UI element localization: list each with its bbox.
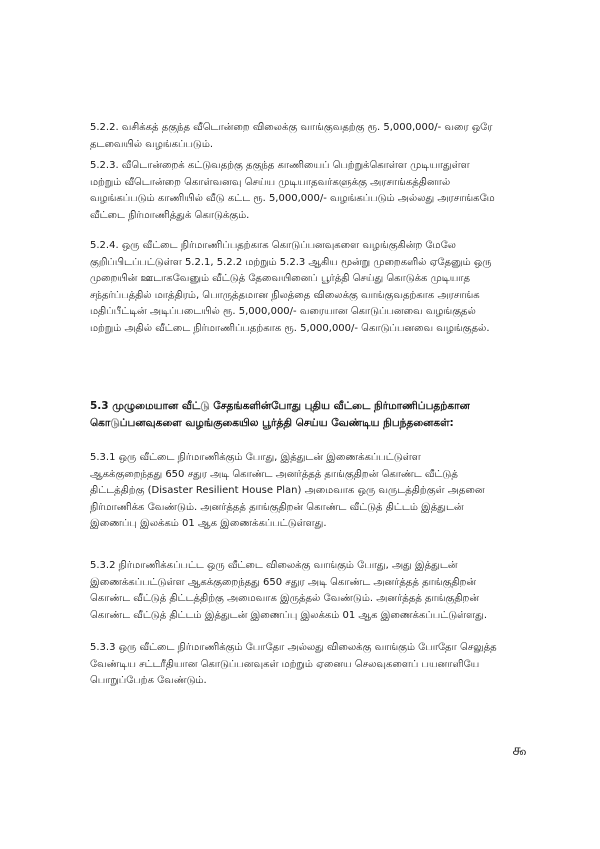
text-line: நிர்மாணிக்க வேண்டும். அனர்த்தத் தாங்குதிறன் கொண்ட வீட்டுத் திட்டம் இத்துடன் (90, 501, 464, 513)
text-line: கொண்ட வீட்டுத் திட்டத்திற்கு அமைவாக இருத்தல் வேண்டும். அனர்த்தத் தாங்குதிறன் (90, 593, 480, 604)
text-line: வீட்டை நிர்மாணித்துக் கொடுக்கும். (90, 209, 250, 221)
text-line: 5.2.2. வசிக்கத் தகுந்த வீடொன்றை விலைக்கு வாங்குவதற்கு ரூ. 5,000,000/- வரை ஒரே (90, 122, 493, 133)
text-line: 5.3.2 நிர்மாணிக்கப்பட்ட ஒரு வீட்டை விலைக்கு வாங்கும் போது, அது இத்துடன் (90, 560, 458, 571)
paragraph-5-3-3 (90, 640, 560, 690)
text-line: 5.3.1 ஒரு வீட்டை நிர்மாணிக்கும் போது, இத்துடன் இணைக்கப்பட்டுள்ள (90, 452, 421, 463)
text-line: ஆகக்குறைந்தது 650 சதுர அடி கொண்ட அனர்த்தத் தாங்குதிறன் கொண்ட வீட்டுத் (90, 468, 458, 480)
paragraph-5-2-3 (90, 158, 560, 224)
text-line: 5.3.3 ஒரு வீட்டை நிர்மாணிக்கும் போதோ அல்லது விலைக்கு வாங்கும் போதோ செலுத்த (90, 642, 497, 653)
heading-line: கொடுப்பனவுகளை வழங்குகையில பூர்த்தி செய்ய வேண்டிய நிபந்தனைகள்: (90, 416, 454, 429)
text-line: இணைக்கப்பட்டுள்ள ஆகக்குறைந்தது 650 சதுர அடி கொண்ட அனர்த்தத் தாங்குதிறன் (90, 576, 477, 588)
text-line: தடவையில் வழங்கப்படும். (90, 138, 214, 150)
text-line: 5.2.3. வீடொன்றைக் கட்டுவதற்கு தகுந்த காணியைப் பெற்றுக்கொள்ள முடியாதுள்ள (90, 160, 470, 171)
section-heading-5-3 (90, 398, 560, 431)
paragraph-5-3-1 (90, 450, 560, 533)
text-line: திட்டத்திற்கு (Disaster Resilient House Plan) அமைவாக ஒரு வருடத்திற்குள் அதனை (90, 485, 485, 496)
text-line: மற்றும் வீடொன்றை கொள்வனவு செய்ய முடியாதவர்களுக்கு அரசாங்கத்தினால் (90, 176, 451, 188)
paragraph-5-2-2 (90, 120, 560, 153)
text-line: இணைப்பு இலக்கம் 01 ஆக இணைக்கப்பட்டுள்ளது. (90, 518, 327, 529)
text-line: கொண்ட வீட்டுத் திட்டம் இத்துடன் இணைப்பு இலக்கம் 01 ஆக இணைக்கப்பட்டுள்ளது. (90, 609, 488, 621)
text-line: வேண்டிய சட்டரீதியான கொடுப்பனவுகள் மற்றும் ஏனைய செலவுகளைப் பயனாளியே (90, 658, 480, 670)
text-line: சந்தர்ப்பத்தில் மாத்திரம், பொருத்தமான நிலத்தை விலைக்கு வாங்குவதற்காக அரசாங்க (90, 289, 480, 301)
text-line: வழங்கப்படும் காணியில் வீடு கட்ட ரூ. 5,000,000/- வழங்கப்படும் அல்லது அரசாங்கமே (90, 193, 495, 204)
paragraph-5-2-4 (90, 238, 560, 337)
heading-line: 5.3 முழுமையான வீட்டு சேதங்களின்போது புதிய வீட்டை நிர்மாணிப்பதற்கான (90, 400, 470, 412)
page-number: ௯ (512, 740, 527, 759)
text-line: பொறுப்பேற்க வேண்டும். (90, 675, 207, 686)
text-line: மதிப்பீட்டின் அடிப்படையில் ரூ. 5,000,000/- வரையான கொடுப்பனவை வழங்குதல் (90, 306, 476, 317)
text-line: 5.2.4. ஒரு வீட்டை நிர்மாணிப்பதற்காக கொடுப்பனவுகளை வழங்குகின்ற மேலே (90, 240, 456, 251)
text-line: மற்றும் அதில் வீட்டை நிர்மாணிப்பதற்காக ரூ. 5,000,000/- கொடுப்பனவை வழங்குதல். (90, 322, 490, 334)
paragraph-5-3-2 (90, 558, 560, 624)
text-line: முறையின் ஊடாகவேனும் வீட்டுத் தேவையினைப் பூர்த்தி செய்து கொடுக்க முடியாத (90, 273, 471, 284)
text-line: குறிப்பிடப்பட்டுள்ள 5.2.1, 5.2.2 மற்றும் 5.2.3 ஆகிய மூன்று முறைகளில் ஏதேனும் ஒரு (90, 256, 492, 268)
